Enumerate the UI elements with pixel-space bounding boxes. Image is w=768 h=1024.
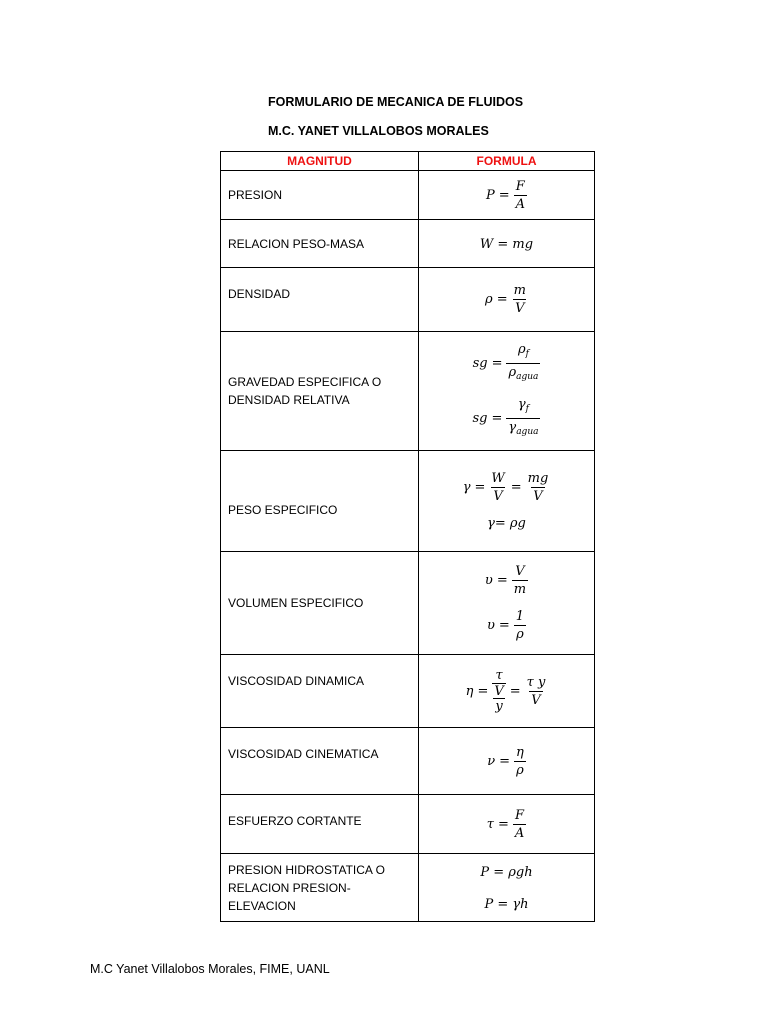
table-row — [221, 854, 595, 922]
formula-volumen-especifico: υ = $\frac{V}{m}$ — [484, 564, 527, 597]
table-row — [221, 268, 595, 332]
formula-cell — [419, 268, 595, 332]
formula-cell — [419, 332, 595, 451]
magnitud-cell: GRAVEDAD ESPECIFICA O DENSIDAD RELATIVA — [221, 332, 419, 451]
formula-cell — [419, 854, 595, 922]
table-row — [221, 220, 595, 268]
table-row — [221, 655, 595, 728]
formula-presion-hidrostatica: P = ρgh — [480, 864, 533, 880]
magnitud-cell: PRESION HIDROSTATICA O RELACION PRESION-ELEVACION — [221, 854, 419, 922]
page-footer: M.C Yanet Villalobos Morales, FIME, UANL — [90, 962, 330, 976]
formula-presion: P = $\frac{F}{A}$ — [485, 178, 526, 212]
formula-densidad: ρ = $\frac{m}{V}$ — [485, 283, 526, 316]
formula-viscosidad-dinamica: η = τ V y = $\frac{\text{τ y}}{V}$ — [465, 668, 546, 714]
formula-sg-densidad: sg = $\frac{\rho_f}{\rho_{agua}}$ — [473, 342, 541, 385]
header-formula: FORMULA — [419, 152, 595, 171]
formula-peso-masa: W = mg — [479, 236, 534, 252]
magnitud-cell: DENSIDAD — [221, 268, 419, 332]
table-header-row — [221, 152, 595, 171]
formula-presion-elevacion: P = γh — [484, 896, 529, 912]
formula-peso-especifico-2: γ= ρg — [487, 515, 526, 531]
magnitud-cell: VISCOSIDAD CINEMATICA — [221, 728, 419, 795]
formula-cell — [419, 552, 595, 655]
magnitud-cell: RELACION PESO-MASA — [221, 220, 419, 268]
formula-cell — [419, 655, 595, 728]
formula-sg-peso: sg = $\frac{\gamma_f}{\gamma_{agua}}$ — [473, 397, 541, 440]
formula-esfuerzo-cortante: τ = $\frac{F}{A}$ — [486, 807, 525, 841]
formula-viscosidad-cinematica: ν = $\frac{\eta}{\rho}$ — [487, 744, 524, 778]
table-row — [221, 552, 595, 655]
table-row — [221, 795, 595, 854]
magnitud-cell: VOLUMEN ESPECIFICO — [221, 552, 419, 655]
document-title: FORMULARIO DE MECANICA DE FLUIDOS — [268, 95, 524, 109]
magnitud-cell: PRESION — [221, 171, 419, 220]
formula-peso-especifico: γ = $\frac{W}{V}$ = $\frac{mg}{V}$ — [462, 470, 549, 504]
table-row — [221, 728, 595, 795]
magnitud-cell: ESFUERZO CORTANTE — [221, 795, 419, 854]
table-row — [221, 171, 595, 220]
table-row — [221, 332, 595, 451]
header-magnitud: MAGNITUD — [221, 152, 419, 171]
table-row — [221, 451, 595, 552]
document-author: M.C. YANET VILLALOBOS MORALES — [268, 124, 489, 138]
magnitud-cell: VISCOSIDAD DINAMICA — [221, 655, 419, 728]
formula-table — [220, 151, 595, 922]
formula-cell — [419, 171, 595, 220]
formula-cell — [419, 220, 595, 268]
magnitud-cell: PESO ESPECIFICO — [221, 451, 419, 552]
formula-cell — [419, 451, 595, 552]
formula-cell — [419, 728, 595, 795]
formula-cell — [419, 795, 595, 854]
formula-volumen-especifico-2: υ = $\frac{1}{\rho}$ — [486, 609, 525, 642]
